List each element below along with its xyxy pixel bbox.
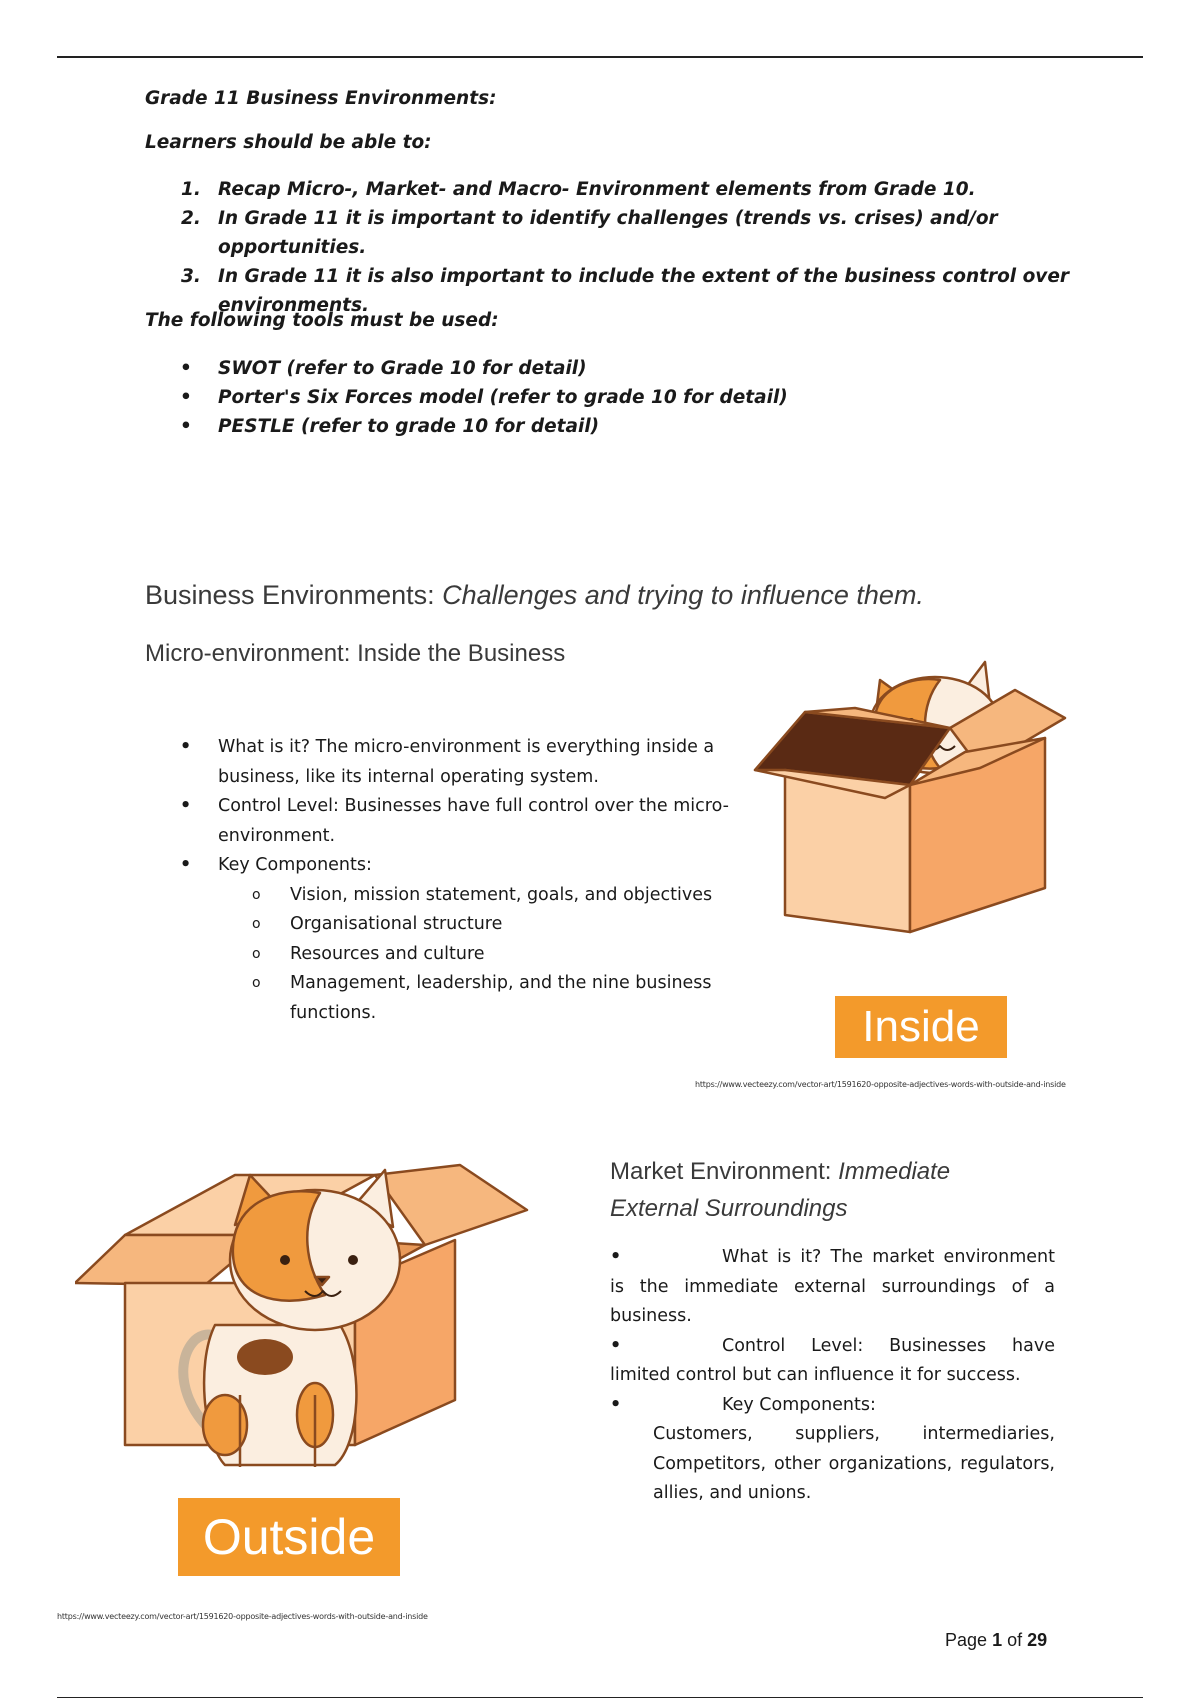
market-bullet: • Control Level: Businesses have limited control but can influence it for success.: [610, 1335, 1055, 1385]
top-rule: [57, 56, 1143, 58]
cat-outside-box-illustration: [75, 1145, 535, 1485]
tool-item: • SWOT (refer to Grade 10 for detail): [178, 354, 878, 383]
outside-image-credit[interactable]: https://www.vecteezy.com/vector-art/1591620-opposite-adjectives-words-with-outside-and-inside: [57, 1612, 428, 1621]
market-bullet-text: Control Level: Businesses have limited control but can influence it for success.: [610, 1335, 1055, 1385]
micro-bullet: • What is it? The micro-environment is everything inside a business, like its internal operating system.: [178, 733, 738, 792]
market-bullet-text: What is it? The market environment is the immediate external surroundings of a business.: [610, 1247, 1055, 1326]
key-components-label: Key Components:: [218, 855, 372, 875]
doc-title: Grade 11 Business Environments:: [145, 88, 497, 109]
market-bullet: • What is it? The market environment is the immediate external surroundings of a business.: [610, 1247, 1055, 1326]
section-title-prefix: Business Environments:: [145, 580, 443, 610]
tools-intro: The following tools must be used:: [145, 310, 499, 331]
section-title-italic: Challenges and trying to influence them.: [442, 580, 924, 610]
section-title: [145, 580, 924, 611]
cat-inside-box-illustration: [745, 650, 1105, 950]
learners-intro: Learners should be able to:: [145, 132, 432, 153]
objective-item: In Grade 11 it is also important to include the extent of the business control over environments.: [218, 266, 1070, 316]
market-components: Customers, suppliers, intermediaries, Competitors, other organizations, regulators, allies, and unions.: [653, 1424, 1055, 1503]
market-body: [610, 1243, 1055, 1509]
micro-bullet: [178, 851, 738, 1028]
inside-image-credit[interactable]: https://www.vecteezy.com/vector-art/1591620-opposite-adjectives-words-with-outside-and-inside: [695, 1080, 1066, 1089]
objective-item: Recap Micro-, Market- and Macro- Environment elements from Grade 10.: [218, 179, 976, 200]
outside-label: Outside: [178, 1498, 400, 1576]
micro-components-list: [218, 881, 738, 1029]
market-heading-prefix: Market Environment:: [610, 1158, 839, 1185]
tool-item: • Porter's Six Forces model (refer to grade 10 for detail): [178, 383, 878, 412]
micro-list: [178, 733, 738, 1028]
micro-component: o Vision, mission statement, goals, and objectives: [248, 881, 738, 911]
inside-label: Inside: [835, 996, 1007, 1058]
market-heading-italic: Immediate External Surroundings: [610, 1158, 951, 1222]
objective-item: In Grade 11 it is important to identify challenges (trends vs. crises) and/or opportunities.: [218, 208, 998, 258]
tools-list: [178, 354, 878, 441]
market-bullet: • Key Components:: [610, 1394, 876, 1415]
micro-component: o Organisational structure: [248, 910, 738, 940]
bottom-rule: [57, 1697, 1143, 1698]
micro-bullet: • Control Level: Businesses have full control over the micro-environment.: [178, 792, 738, 851]
micro-heading: Micro-environment: Inside the Business: [145, 640, 566, 667]
objectives-list: [178, 175, 1098, 320]
market-bullet-text: Key Components:: [722, 1394, 876, 1415]
micro-component: o Resources and culture: [248, 940, 738, 970]
page-number: Page 1 of 29: [945, 1630, 1048, 1650]
market-heading: [610, 1153, 1030, 1227]
micro-component: o Management, leadership, and the nine business functions.: [248, 969, 738, 1028]
tool-item: • PESTLE (refer to grade 10 for detail): [178, 412, 878, 441]
